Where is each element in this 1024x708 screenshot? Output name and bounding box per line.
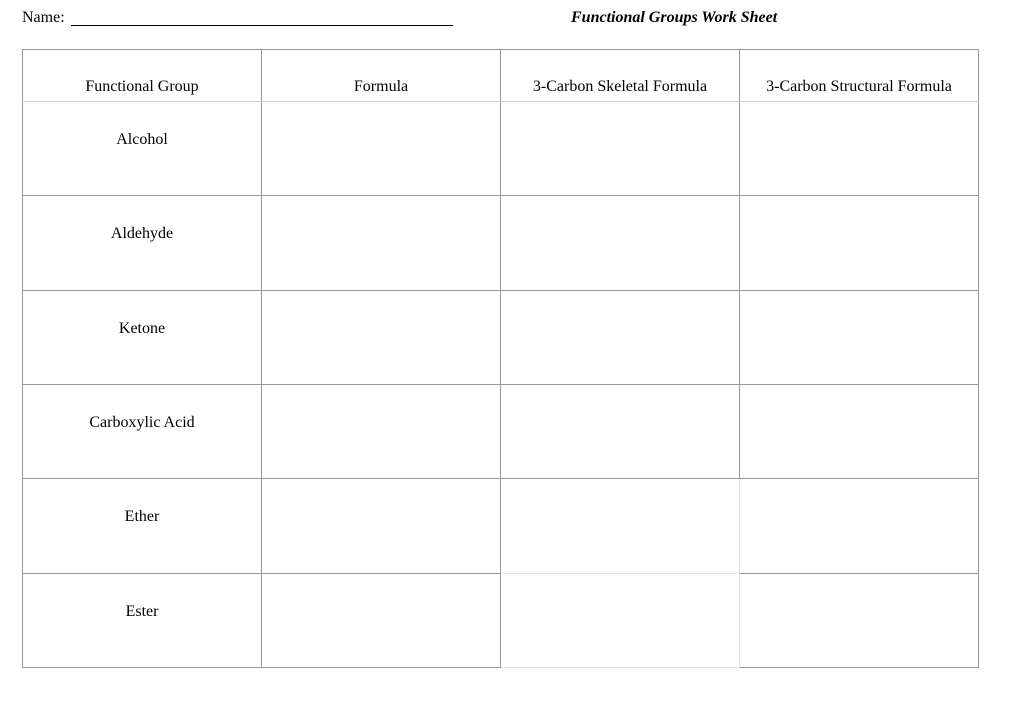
formula-cell[interactable] [262, 290, 501, 384]
functional-group-name: Ester [125, 602, 159, 620]
name-label: Name: [22, 9, 65, 26]
structural-formula-cell[interactable] [740, 196, 979, 290]
skeletal-formula-cell[interactable] [501, 479, 740, 573]
table-row [23, 385, 979, 479]
functional-group-name: Carboxylic Acid [89, 414, 195, 432]
column-header-skeletal-formula: 3-Carbon Skeletal Formula [501, 50, 740, 102]
column-header-structural-formula: 3-Carbon Structural Formula [740, 50, 979, 102]
functional-group-cell [23, 102, 262, 196]
structural-formula-cell[interactable] [740, 385, 979, 479]
structural-formula-cell[interactable] [740, 573, 979, 667]
formula-cell[interactable] [262, 385, 501, 479]
table-row [23, 290, 979, 384]
column-header-formula: Formula [262, 50, 501, 102]
table-row [23, 196, 979, 290]
skeletal-formula-cell[interactable] [501, 102, 740, 196]
skeletal-formula-cell[interactable] [501, 196, 740, 290]
structural-formula-cell[interactable] [740, 479, 979, 573]
functional-group-cell [23, 196, 262, 290]
formula-cell[interactable] [262, 479, 501, 573]
functional-group-cell [23, 385, 262, 479]
table-header-row [23, 50, 979, 102]
skeletal-formula-cell[interactable] [501, 385, 740, 479]
functional-group-cell [23, 479, 262, 573]
skeletal-formula-cell[interactable] [501, 290, 740, 384]
functional-group-cell [23, 290, 262, 384]
column-header-functional-group: Functional Group [23, 50, 262, 102]
structural-formula-cell[interactable] [740, 102, 979, 196]
functional-groups-table [22, 49, 979, 668]
formula-cell[interactable] [262, 573, 501, 667]
functional-group-name: Ether [124, 508, 160, 526]
functional-group-name: Ketone [118, 319, 166, 337]
name-field[interactable] [71, 25, 453, 26]
formula-cell[interactable] [262, 102, 501, 196]
formula-cell[interactable] [262, 196, 501, 290]
functional-group-name: Aldehyde [110, 225, 174, 243]
page-title: Functional Groups Work Sheet [571, 9, 778, 26]
structural-formula-cell[interactable] [740, 290, 979, 384]
skeletal-formula-cell[interactable] [501, 573, 740, 667]
table-row [23, 573, 979, 667]
functional-group-cell [23, 573, 262, 667]
table-row [23, 479, 979, 573]
table-row [23, 102, 979, 196]
functional-group-name: Alcohol [116, 131, 168, 149]
